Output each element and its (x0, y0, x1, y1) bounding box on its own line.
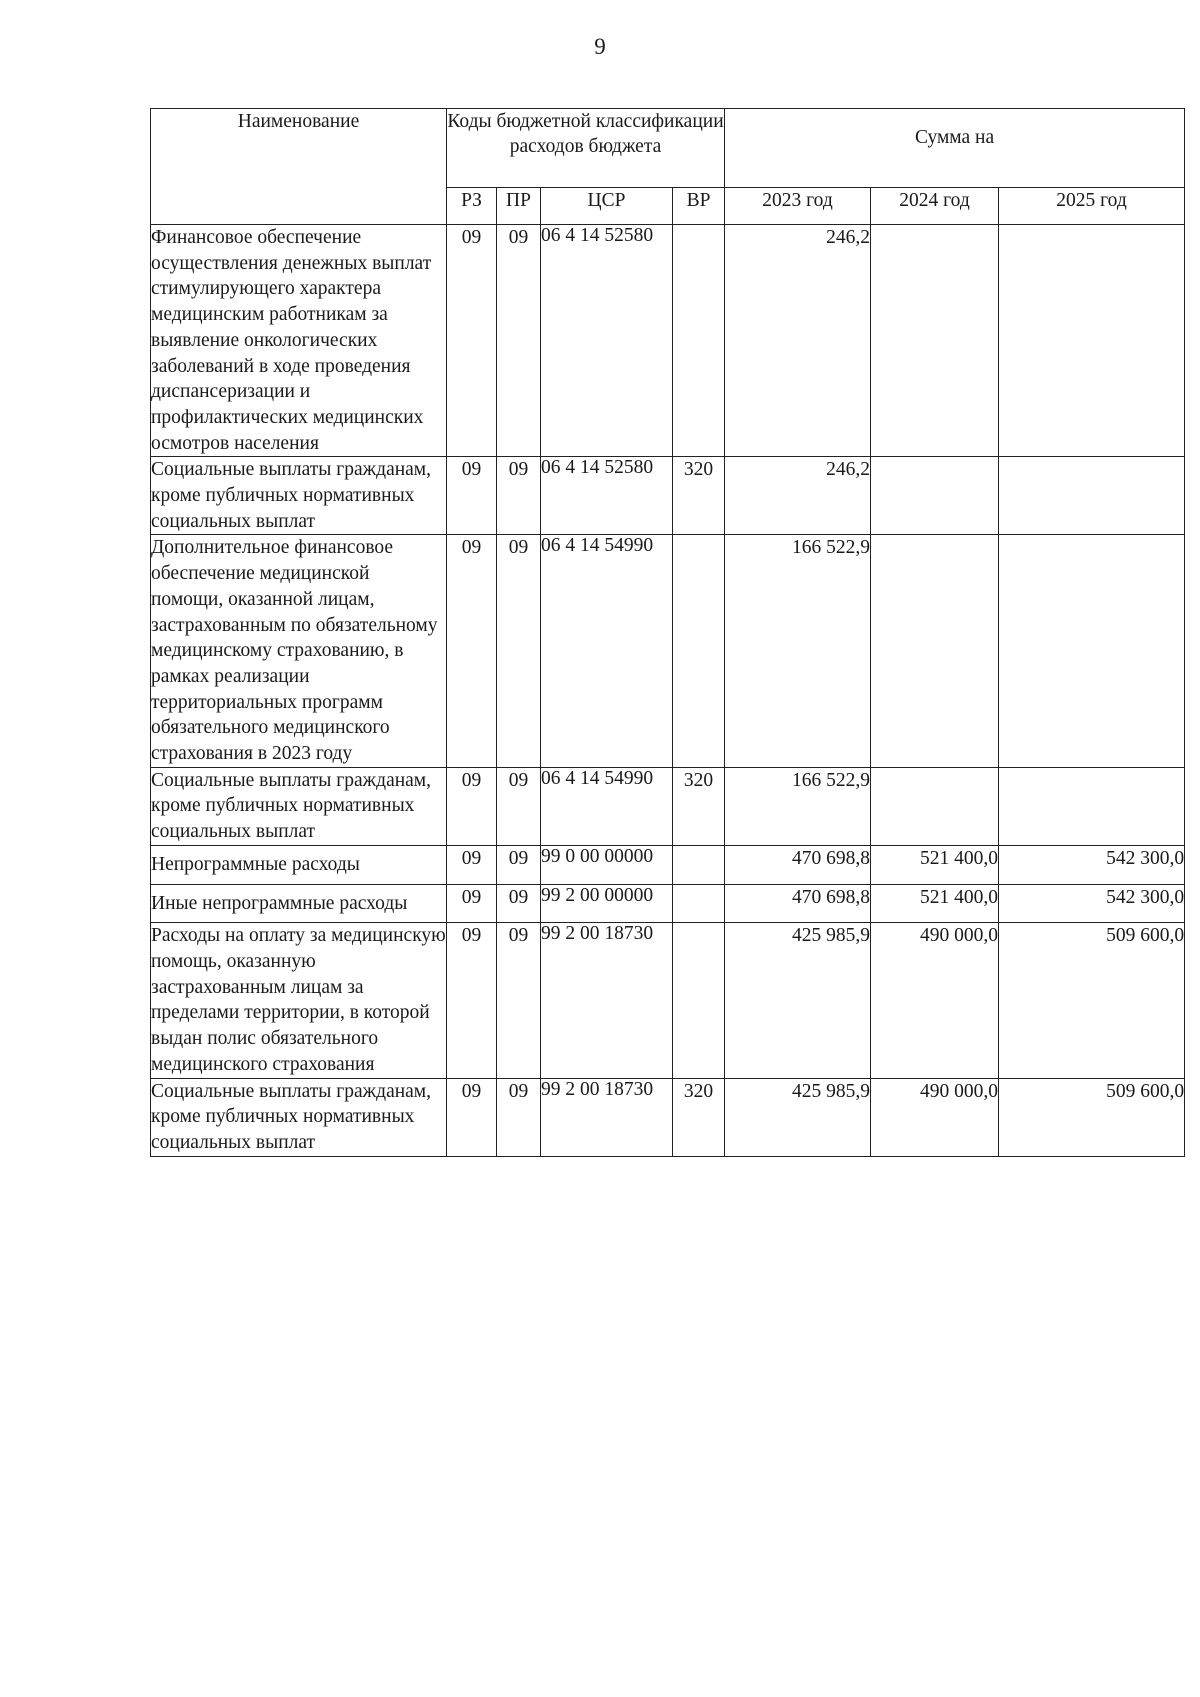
row-csr: 99 0 00 00000 (541, 845, 673, 884)
table-row (151, 457, 1185, 535)
row-2023: 166 522,9 (725, 767, 871, 845)
row-rz: 09 (447, 884, 497, 923)
row-name: Непрограммные расходы (151, 845, 447, 884)
row-vr (673, 923, 725, 1078)
row-name: Расходы на оплату за медицинскую помощь, оказанную застрахованным лицам за пределами территории, в которой выдан полис обязательного медицинского страхования (151, 923, 447, 1078)
header-2024: 2024 год (871, 188, 999, 225)
row-vr: 320 (673, 457, 725, 535)
row-2023: 470 698,8 (725, 845, 871, 884)
row-csr: 99 2 00 00000 (541, 884, 673, 923)
row-pr: 09 (497, 923, 541, 1078)
row-name: Социальные выплаты гражданам, кроме публичных нормативных социальных выплат (151, 767, 447, 845)
row-pr: 09 (497, 1078, 541, 1156)
row-rz: 09 (447, 225, 497, 457)
row-2024: 521 400,0 (871, 884, 999, 923)
row-2024 (871, 457, 999, 535)
row-2024: 490 000,0 (871, 1078, 999, 1156)
row-csr: 06 4 14 54990 (541, 535, 673, 767)
row-vr: 320 (673, 1078, 725, 1156)
row-pr: 09 (497, 457, 541, 535)
row-vr (673, 845, 725, 884)
row-rz: 09 (447, 457, 497, 535)
row-2024 (871, 535, 999, 767)
row-2024 (871, 225, 999, 457)
header-codes-group: Коды бюджетной классификации расходов бюджета (447, 109, 725, 188)
table-row (151, 1078, 1185, 1156)
row-2025 (999, 225, 1185, 457)
header-csr: ЦСР (541, 188, 673, 225)
row-2025 (999, 767, 1185, 845)
header-vr: ВР (673, 188, 725, 225)
table-row (151, 884, 1185, 923)
row-pr: 09 (497, 535, 541, 767)
row-name: Дополнительное финансовое обеспечение медицинской помощи, оказанной лицам, застрахованным по обязательному медицинскому страхованию, в рамках реализации территориальных программ обязательного медицинского страхования в 2023 году (151, 535, 447, 767)
header-2023: 2023 год (725, 188, 871, 225)
row-csr: 06 4 14 52580 (541, 225, 673, 457)
row-csr: 99 2 00 18730 (541, 923, 673, 1078)
row-2025: 542 300,0 (999, 884, 1185, 923)
row-csr: 06 4 14 52580 (541, 457, 673, 535)
header-name: Наименование (151, 109, 447, 225)
row-rz: 09 (447, 767, 497, 845)
table-row (151, 845, 1185, 884)
row-rz: 09 (447, 1078, 497, 1156)
table-row (151, 767, 1185, 845)
row-2023: 425 985,9 (725, 1078, 871, 1156)
table-row (151, 923, 1185, 1078)
row-vr (673, 884, 725, 923)
row-2023: 166 522,9 (725, 535, 871, 767)
row-name: Социальные выплаты гражданам, кроме публичных нормативных социальных выплат (151, 457, 447, 535)
row-rz: 09 (447, 923, 497, 1078)
row-2025: 509 600,0 (999, 923, 1185, 1078)
table-row (151, 535, 1185, 767)
row-2025 (999, 457, 1185, 535)
budget-table (150, 108, 1185, 1157)
row-2024: 490 000,0 (871, 923, 999, 1078)
row-csr: 99 2 00 18730 (541, 1078, 673, 1156)
row-2023: 470 698,8 (725, 884, 871, 923)
header-sum-group: Сумма на (725, 109, 1185, 188)
row-2023: 246,2 (725, 457, 871, 535)
row-pr: 09 (497, 767, 541, 845)
row-pr: 09 (497, 884, 541, 923)
row-pr: 09 (497, 845, 541, 884)
row-2025 (999, 535, 1185, 767)
row-2024 (871, 767, 999, 845)
row-vr (673, 225, 725, 457)
table-header (151, 109, 1185, 225)
row-2023: 246,2 (725, 225, 871, 457)
row-2025: 542 300,0 (999, 845, 1185, 884)
row-csr: 06 4 14 54990 (541, 767, 673, 845)
row-2023: 425 985,9 (725, 923, 871, 1078)
row-rz: 09 (447, 845, 497, 884)
row-2025: 509 600,0 (999, 1078, 1185, 1156)
row-vr (673, 535, 725, 767)
header-rz: РЗ (447, 188, 497, 225)
header-2025: 2025 год (999, 188, 1185, 225)
page-number: 9 (594, 34, 606, 59)
row-2024: 521 400,0 (871, 845, 999, 884)
row-name: Финансовое обеспечение осуществления денежных выплат стимулирующего характера медицинским работникам за выявление онкологических заболеваний в ходе проведения диспансеризации и профилактических медицинских осмотров населения (151, 225, 447, 457)
header-pr: ПР (497, 188, 541, 225)
row-pr: 09 (497, 225, 541, 457)
row-name: Социальные выплаты гражданам, кроме публичных нормативных социальных выплат (151, 1078, 447, 1156)
row-rz: 09 (447, 535, 497, 767)
table-row (151, 225, 1185, 457)
row-vr: 320 (673, 767, 725, 845)
row-name: Иные непрограммные расходы (151, 884, 447, 923)
